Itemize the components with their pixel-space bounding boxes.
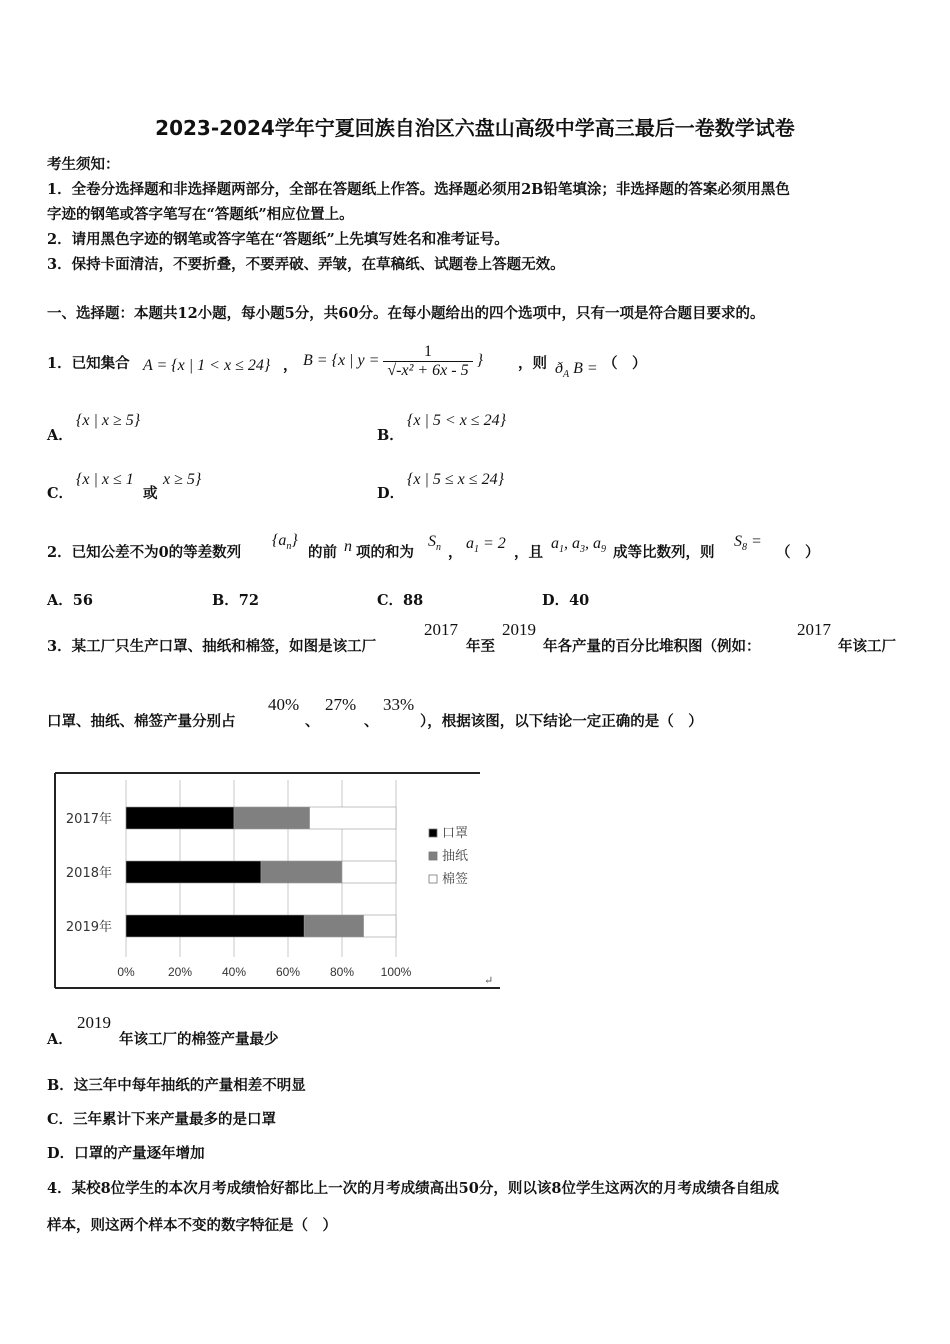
- q3-option-d: D．口罩的产量逐年增加: [47, 1145, 205, 1162]
- page-title: 2023-2024学年宁夏回族自治区六盘山高级中学高三最后一卷数学试卷: [155, 116, 795, 140]
- q1-option-c-label: C．: [47, 485, 74, 502]
- chart-x-tick-label: 40%: [221, 965, 247, 979]
- q3-value-mask: 40%: [268, 695, 300, 714]
- q1-option-c-part2: x ≥ 5}: [163, 471, 202, 488]
- stacked-bar-chart: [54, 772, 500, 990]
- q1-label: 1．已知集合: [47, 355, 130, 372]
- q2-text-5: 成等比数列，则: [613, 544, 715, 561]
- chart-bar-segment: [304, 915, 363, 937]
- q1-set-a: A = {x | 1 < x ≤ 24}: [143, 357, 271, 374]
- q2-sequence: $\{a_n\}$: [272, 532, 298, 553]
- q1-complement: $ð_A$ B =: [555, 360, 598, 381]
- q3-year-2017-example: 2017: [797, 620, 831, 639]
- q3-year-2019: 2019: [502, 620, 536, 639]
- chart-legend-label: 抽纸: [442, 849, 469, 864]
- q1-option-c-or: 或: [143, 485, 158, 502]
- q3-value-tissue: 27%: [325, 695, 357, 714]
- q3-text-5: 口罩、抽纸、棉签产量分别占: [47, 713, 236, 730]
- q2-terms: $a_1$, $a_3$, $a_9$: [551, 535, 606, 556]
- q3-year-2017: 2017: [424, 620, 458, 639]
- chart-x-tick-label: 0%: [117, 965, 135, 979]
- q1-tail: ，则: [518, 355, 547, 372]
- q3-option-a-label: A．: [47, 1031, 73, 1048]
- q2-option-d: D．40: [542, 592, 590, 609]
- q3-text-1: 3．某工厂只生产口罩、抽纸和棉签，如图是该工厂: [47, 638, 377, 655]
- q3-text-2: 年至: [466, 638, 495, 655]
- chart-x-tick-label: 60%: [275, 965, 301, 979]
- q3-option-b: B．这三年中每年抽纸的产量相差不明显: [47, 1077, 306, 1094]
- q3-option-a: 年该工厂的棉签产量最少: [119, 1031, 279, 1048]
- notice-item-2: 2．请用黑色字迹的钢笔或答字笔在“答题纸”上先填写姓名和准考证号。: [47, 231, 509, 248]
- chart-category-label: 2019年: [65, 920, 112, 935]
- q2-option-a: A．56: [47, 592, 93, 609]
- chart-category-label: 2018年: [65, 866, 112, 881]
- q1-option-b: {x | 5 < x ≤ 24}: [407, 412, 506, 429]
- q2-text-4: ，且: [514, 544, 543, 561]
- chart-legend-swatch: [429, 875, 437, 883]
- chart-bar-segment: [310, 807, 396, 829]
- section-heading: 一、选择题：本题共12小题，每小题5分，共60分。在每小题给出的四个选项中，只有一项是符合题目要求的。: [47, 305, 765, 322]
- q3-text-4: 年该工厂: [838, 638, 896, 655]
- q2-text-2: 的前: [308, 544, 337, 561]
- chart-x-tick-label: 80%: [329, 965, 355, 979]
- q1-option-a: {x | x ≥ 5}: [76, 412, 141, 429]
- notice-item-1: 1．全卷分选择题和非选择题两部分，全部在答题纸上作答。选择题必须用2B铅笔填涂；非选择题的答案必须用黑色: [47, 181, 790, 198]
- q2-text-1: 2．已知公差不为0的等差数列: [47, 544, 242, 561]
- q1-frac-num: 1: [383, 343, 472, 362]
- q1-paren: （ ）: [603, 355, 647, 372]
- q3-sep-1: 、: [305, 713, 320, 730]
- q4-line-2: 样本，则这两个样本不变的数字特征是（ ）: [47, 1217, 337, 1234]
- q1-option-a-label: A．: [47, 427, 73, 444]
- notice-item-1-cont: 字迹的钢笔或答字笔写在“答题纸”相应位置上。: [47, 206, 354, 223]
- chart-return-mark: ↵: [484, 974, 494, 987]
- chart-bar-segment: [342, 861, 396, 883]
- q3-sep-2: 、: [364, 713, 379, 730]
- q2-sum-sn: $S_n$: [428, 533, 441, 554]
- chart-x-tick-label: 100%: [380, 965, 412, 979]
- q4-line-1: 4．某校8位学生的本次月考成绩恰好都比上一次的月考成绩高出50分，则以该8位学生这两次的月考成绩各自组成: [47, 1180, 779, 1197]
- q1-option-d-label: D．: [377, 485, 405, 502]
- q1-option-c-part1: {x | x ≤ 1: [76, 471, 134, 488]
- chart-bar-segment: [126, 807, 234, 829]
- q3-text-3: 年各产量的百分比堆积图（例如：: [543, 638, 761, 655]
- q2-comma: ，: [448, 544, 463, 561]
- q1-option-b-label: B．: [377, 427, 404, 444]
- chart-legend-swatch: [429, 829, 437, 837]
- q2-paren: （ ）: [776, 544, 820, 561]
- chart-x-tick-label: 20%: [167, 965, 193, 979]
- chart-bar-segment: [126, 915, 304, 937]
- q3-text-6: ），根据该图，以下结论一定正确的是（ ）: [420, 713, 703, 730]
- chart-legend-swatch: [429, 852, 437, 860]
- q3-value-swab: 33%: [383, 695, 415, 714]
- notice-item-3: 3．保持卡面清洁，不要折叠，不要弄破、弄皱，在草稿纸、试题卷上答题无效。: [47, 256, 565, 273]
- q3-option-c: C．三年累计下来产量最多的是口罩: [47, 1111, 277, 1128]
- q2-option-b: B．72: [212, 592, 259, 609]
- q1-comma: ，: [283, 357, 298, 374]
- notice-heading: 考生须知：: [47, 156, 120, 173]
- chart-bar-segment: [126, 861, 261, 883]
- q2-text-3: 项的和为: [356, 544, 414, 561]
- q1-frac-den: √-x² + 6x - 5: [387, 362, 469, 379]
- chart-legend-label: 棉签: [442, 872, 469, 887]
- q1-set-b: B = {x | y = $\frac{1}{\text{√-x² + 6x - 5}}$ }: [303, 343, 484, 379]
- q2-option-c: C．88: [377, 592, 424, 609]
- chart-bar-segment: [261, 861, 342, 883]
- chart-category-label: 2017年: [65, 812, 112, 827]
- chart-bar-segment: [364, 915, 396, 937]
- q1-option-d: {x | 5 ≤ x ≤ 24}: [407, 471, 504, 488]
- q2-s8: $S_8$ =: [734, 533, 762, 554]
- chart-bar-segment: [234, 807, 310, 829]
- q3-option-a-year: 2019: [77, 1013, 111, 1032]
- chart-legend-label: 口罩: [442, 826, 469, 841]
- q2-a1: $a_1 = 2$: [466, 535, 506, 556]
- q2-n: n: [344, 538, 352, 555]
